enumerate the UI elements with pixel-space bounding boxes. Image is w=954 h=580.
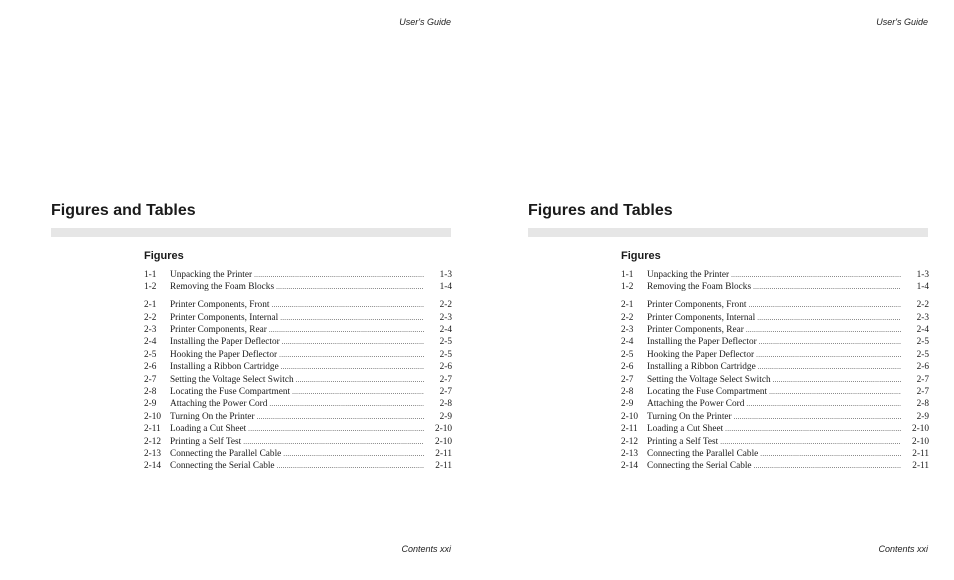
figure-title: Attaching the Power Cord [170, 399, 268, 410]
dot-leader [773, 376, 901, 384]
dot-leader [746, 326, 901, 334]
figure-title: Printer Components, Front [170, 300, 270, 311]
figure-title: Loading a Cut Sheet [647, 424, 724, 435]
figure-title: Connecting the Parallel Cable [170, 448, 282, 459]
figure-entry[interactable] [144, 461, 452, 473]
figure-number: 2-6 [621, 362, 634, 373]
figure-entry[interactable] [144, 282, 452, 294]
page-reference: 2-8 [916, 399, 929, 410]
dot-leader [269, 400, 424, 408]
figure-entry[interactable] [621, 362, 929, 374]
dot-leader [769, 388, 901, 396]
figure-entry[interactable] [621, 437, 929, 449]
page-reference: 2-3 [916, 312, 929, 323]
figure-entry[interactable] [621, 424, 929, 436]
dot-leader [283, 450, 424, 458]
page-reference: 2-2 [439, 300, 452, 311]
figure-entry[interactable] [144, 424, 452, 436]
page-reference: 2-6 [439, 362, 452, 373]
page-reference: 2-4 [916, 325, 929, 336]
figure-number: 2-10 [621, 411, 639, 422]
figure-number: 2-5 [621, 349, 634, 360]
figure-title: Removing the Foam Blocks [647, 282, 752, 293]
figure-entry[interactable] [144, 449, 452, 461]
page-reference: 2-5 [439, 337, 452, 348]
figures-subheading: Figures [621, 250, 661, 262]
figure-entry[interactable] [144, 412, 452, 424]
page-reference: 2-10 [911, 436, 929, 447]
page-reference: 2-4 [439, 325, 452, 336]
figure-title: Printing a Self Test [170, 436, 242, 447]
page-reference: 1-3 [439, 270, 452, 280]
dot-leader [271, 301, 424, 309]
page-reference: 2-7 [439, 374, 452, 385]
figure-entry[interactable] [621, 270, 929, 282]
page-reference: 1-4 [916, 282, 929, 293]
page-reference: 2-7 [439, 387, 452, 398]
section-title: Figures and Tables [51, 202, 196, 219]
dot-leader [758, 363, 901, 371]
figure-title: Unpacking the Printer [170, 270, 253, 280]
figure-entry[interactable] [621, 350, 929, 362]
figure-number: 2-13 [144, 448, 162, 459]
page-reference: 2-8 [439, 399, 452, 410]
figure-number: 2-11 [621, 424, 638, 435]
figure-title: Removing the Foam Blocks [170, 282, 275, 293]
page-reference: 2-10 [911, 424, 929, 435]
figure-title: Setting the Voltage Select Switch [170, 374, 294, 385]
figure-number: 2-5 [144, 349, 157, 360]
dot-leader [280, 314, 424, 322]
figure-number: 2-9 [621, 399, 634, 410]
figure-title: Installing a Ribbon Cartridge [170, 362, 279, 373]
figure-entry[interactable] [144, 437, 452, 449]
figure-entry[interactable] [621, 387, 929, 399]
running-footer: Contents xxi [401, 544, 451, 554]
figure-title: Printer Components, Internal [170, 312, 279, 323]
page-reference: 2-7 [916, 387, 929, 398]
running-header: User's Guide [399, 17, 451, 27]
running-footer: Contents xxi [878, 544, 928, 554]
dot-leader [254, 271, 424, 279]
figures-subheading: Figures [144, 250, 184, 262]
figure-number: 2-1 [144, 300, 157, 311]
figure-number: 2-3 [144, 325, 157, 336]
figure-number: 1-2 [621, 282, 634, 293]
figure-number: 2-13 [621, 448, 639, 459]
page-reference: 1-3 [916, 270, 929, 280]
figure-number: 2-3 [621, 325, 634, 336]
figure-number: 2-2 [621, 312, 634, 323]
figure-title: Locating the Fuse Compartment [647, 387, 768, 398]
figures-list [144, 270, 452, 474]
figure-number: 2-9 [144, 399, 157, 410]
page-reference: 2-11 [435, 448, 452, 459]
page-reference: 2-6 [916, 362, 929, 373]
figures-list [621, 270, 929, 474]
figure-title: Connecting the Serial Cable [170, 461, 275, 472]
figure-entry[interactable] [621, 461, 929, 473]
page-reference: 2-3 [439, 312, 452, 323]
page-reference: 2-7 [916, 374, 929, 385]
figure-title: Loading a Cut Sheet [170, 424, 247, 435]
figure-title: Printer Components, Internal [647, 312, 756, 323]
figure-title: Installing a Ribbon Cartridge [647, 362, 756, 373]
dot-leader [746, 400, 901, 408]
dot-leader [756, 351, 901, 359]
figure-entry[interactable] [144, 300, 452, 312]
figure-title: Turning On the Printer [170, 411, 255, 422]
figure-entry[interactable] [144, 325, 452, 337]
figure-title: Unpacking the Printer [647, 270, 730, 280]
dot-leader [281, 363, 424, 371]
dot-leader [276, 283, 424, 291]
dot-leader [734, 413, 901, 421]
dot-leader [269, 326, 424, 334]
dot-leader [282, 338, 424, 346]
dot-leader [757, 314, 901, 322]
figure-number: 2-1 [621, 300, 634, 311]
page-reference: 2-9 [916, 411, 929, 422]
figure-title: Installing the Paper Deflector [170, 337, 280, 348]
title-rule-bar [51, 228, 451, 237]
figure-entry[interactable] [621, 337, 929, 349]
figure-entry[interactable] [144, 375, 452, 387]
dot-leader [753, 283, 901, 291]
dot-leader [731, 271, 901, 279]
figure-number: 2-10 [144, 411, 162, 422]
figure-number: 2-12 [621, 436, 639, 447]
figure-number: 2-14 [621, 461, 639, 472]
figure-title: Connecting the Parallel Cable [647, 448, 759, 459]
page-reference: 2-5 [916, 349, 929, 360]
title-rule-bar [528, 228, 928, 237]
page-reference: 2-10 [434, 436, 452, 447]
dot-leader [277, 462, 424, 470]
figure-entry[interactable] [621, 375, 929, 387]
figure-number: 2-11 [144, 424, 161, 435]
figure-number: 2-8 [144, 387, 157, 398]
dot-leader [248, 425, 424, 433]
page-reference: 2-11 [912, 448, 929, 459]
page-reference: 2-11 [912, 461, 929, 472]
figure-title: Attaching the Power Cord [647, 399, 745, 410]
page-reference: 1-4 [439, 282, 452, 293]
dot-leader [725, 425, 901, 433]
figure-entry[interactable] [144, 337, 452, 349]
figure-title: Hooking the Paper Deflector [170, 349, 278, 360]
figure-number: 1-1 [144, 270, 157, 280]
figure-title: Connecting the Serial Cable [647, 461, 752, 472]
figure-entry[interactable] [144, 350, 452, 362]
figure-entry[interactable] [621, 282, 929, 294]
figure-number: 1-1 [621, 270, 634, 280]
figure-number: 2-6 [144, 362, 157, 373]
figure-number: 2-7 [144, 374, 157, 385]
figure-number: 2-2 [144, 312, 157, 323]
figure-entry[interactable] [621, 399, 929, 411]
figure-entry[interactable] [144, 313, 452, 325]
figure-title: Printing a Self Test [647, 436, 719, 447]
page-reference: 2-9 [439, 411, 452, 422]
figure-entry[interactable] [621, 449, 929, 461]
figure-title: Setting the Voltage Select Switch [647, 374, 771, 385]
dot-leader [279, 351, 424, 359]
figure-entry[interactable] [144, 399, 452, 411]
figure-title: Hooking the Paper Deflector [647, 349, 755, 360]
page-reference: 2-2 [916, 300, 929, 311]
figure-title: Turning On the Printer [647, 411, 732, 422]
figure-title: Printer Components, Rear [647, 325, 744, 336]
figure-title: Installing the Paper Deflector [647, 337, 757, 348]
figure-number: 1-2 [144, 282, 157, 293]
figure-title: Printer Components, Rear [170, 325, 267, 336]
page-reference: 2-5 [439, 349, 452, 360]
figure-number: 2-8 [621, 387, 634, 398]
figure-entry[interactable] [621, 325, 929, 337]
figure-entry[interactable] [621, 412, 929, 424]
section-title: Figures and Tables [528, 202, 673, 219]
dot-leader [243, 438, 424, 446]
running-header: User's Guide [876, 17, 928, 27]
figure-number: 2-14 [144, 461, 162, 472]
figure-number: 2-4 [144, 337, 157, 348]
figure-entry[interactable] [144, 270, 452, 282]
dot-leader [292, 388, 424, 396]
page-reference: 2-10 [434, 424, 452, 435]
figure-title: Printer Components, Front [647, 300, 747, 311]
figure-number: 2-12 [144, 436, 162, 447]
dot-leader [754, 462, 901, 470]
figure-entry[interactable] [621, 313, 929, 325]
figure-title: Locating the Fuse Compartment [170, 387, 291, 398]
dot-leader [748, 301, 901, 309]
right-page [477, 0, 954, 580]
dot-leader [760, 450, 901, 458]
figure-number: 2-4 [621, 337, 634, 348]
dot-leader [759, 338, 901, 346]
dot-leader [257, 413, 424, 421]
figure-entry[interactable] [144, 362, 452, 374]
page-reference: 2-11 [435, 461, 452, 472]
dot-leader [720, 438, 901, 446]
figure-entry[interactable] [621, 300, 929, 312]
figure-entry[interactable] [144, 387, 452, 399]
dot-leader [296, 376, 424, 384]
page-reference: 2-5 [916, 337, 929, 348]
figure-number: 2-7 [621, 374, 634, 385]
